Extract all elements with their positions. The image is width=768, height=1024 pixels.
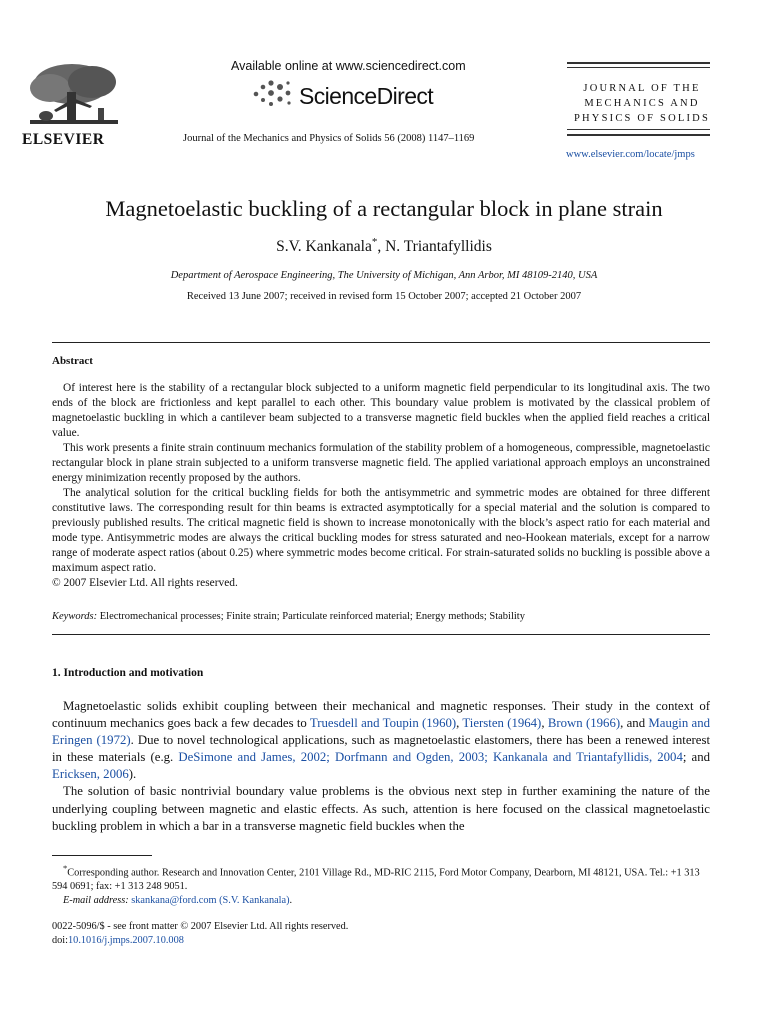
email-label: E-mail address: <box>63 895 129 907</box>
email-link[interactable]: skankana@ford.com (S.V. Kankanala) <box>131 895 290 907</box>
footnote-rule <box>52 855 152 856</box>
available-online-text: Available online at www.sciencedirect.com <box>231 59 466 73</box>
citation-link[interactable]: DeSimone and James, 2002; Dorfmann and Ogden, 2003; Kankanala and Triantafyllidis, 2004 <box>178 750 683 765</box>
affiliation: Department of Aerospace Engineering, The University of Michigan, Ann Arbor, MI 48109-2140, USA <box>170 270 598 281</box>
abstract-paragraph: The analytical solution for the critical buckling fields for both the antisymmetric and symmetric modes are obtained for three different constitutive laws. The corresponding result for thin beams is extracted asymptotically for a special material and the solution is compared to previously published results. The critical magnetic field is shown to increase monotonically with the block’s aspect ratio for each material and mode type. Antisymmetric modes are always the critical buckling modes for stress saturated and neo-Hookean materials, except for a narrow range of moderate aspect ratios (about 0.25) where symmetric modes become critical. For strain-saturated solids no buckling is possible above a maximum aspect ratio. <box>52 487 710 574</box>
footnote-text: Corresponding author. Research and Innovation Center, 2101 Village Rd., MD-RIC 2115, Ford Motor Company, Dearborn, MI 48121, USA. Tel.: +1 313 594 0691; fax: +1 313 248 9051. <box>52 867 700 893</box>
journal-title-line: MECHANICS AND <box>584 98 700 109</box>
copyright-notice: © 2007 Elsevier Ltd. All rights reserved. <box>52 577 238 589</box>
author-name: S.V. Kankanala <box>276 238 372 256</box>
abstract-paragraph: This work presents a finite strain continuum mechanics formulation of the stability problem of a homogeneous, compressible, magnetoelastic rectangular block in plane strain subjected to a uniform transverse magnetic field. The applied variational approach employs an unconstrained energy minimization recently proposed by the authors. <box>52 442 710 484</box>
journal-title-rule <box>567 129 710 130</box>
front-matter-line: 0022-5096/$ - see front matter © 2007 Elsevier Ltd. All rights reserved. <box>52 921 349 932</box>
body-text: , <box>541 716 548 731</box>
citation-link[interactable]: Ericksen, 2006 <box>52 767 129 782</box>
journal-url-link[interactable]: www.elsevier.com/locate/jmps <box>566 149 695 160</box>
journal-title-line: JOURNAL OF THE <box>583 83 701 94</box>
journal-title-line: PHYSICS OF SOLIDS <box>573 113 710 124</box>
body-text: . Due to novel technological applications, such as magnetoelastic elastomers, there has been a renewed interest in these materials (e.g. <box>52 733 710 765</box>
author-separator: , <box>377 238 386 256</box>
keywords-label: Keywords: <box>52 611 98 622</box>
body-paragraph: The solution of basic nontrivial boundary value problems is the obvious next step in further examining the nature of the underlying coupling between magnetic and elastic effects. As such, attention is here focused on the classical magnetoelastic buckling problem in which a bar in a transverse magnetic field buckles when the <box>52 784 710 833</box>
abstract-heading: Abstract <box>52 355 93 367</box>
divider <box>52 634 710 635</box>
journal-title-rule <box>567 67 710 68</box>
body-text: , <box>456 716 463 731</box>
author-list <box>0 236 768 256</box>
keywords-text: Electromechanical processes; Finite strain; Particulate reinforced material; Energy methods; Stability <box>99 611 525 622</box>
citation-link[interactable]: Maugin and Eringen (1972) <box>52 716 710 748</box>
abstract-body <box>52 381 710 591</box>
section-heading: 1. Introduction and motivation <box>52 667 204 679</box>
body-text: , and <box>620 716 649 731</box>
footnote <box>52 861 714 908</box>
footnote-mark: * <box>63 863 68 873</box>
abstract-paragraph: Of interest here is the stability of a rectangular block subjected to a uniform magnetic field perpendicular to its longitudinal axis. The two ends of the block are frictionless and kept parallel to each other. This boundary value problem is motivated by the classical problem of magnetoelastic buckling in which a cantilever beam subjected to a transverse magnetic field buckles when the applied field reaches a critical value. <box>52 382 710 439</box>
elsevier-tree-logo <box>20 60 128 130</box>
paper-title: Magnetoelastic buckling of a rectangular block in plane strain <box>105 196 663 221</box>
keywords <box>52 611 710 622</box>
citation-link[interactable]: Brown (1966) <box>547 716 621 731</box>
journal-title <box>567 81 717 126</box>
received-dates: Received 13 June 2007; received in revised form 15 October 2007; accepted 21 October 2007 <box>186 291 582 302</box>
footnote-text: . <box>289 895 293 907</box>
author-name: N. Triantafyllidis <box>385 238 492 256</box>
sciencedirect-logo-text: ScienceDirect <box>299 83 434 109</box>
body-text: ; and <box>682 750 711 765</box>
journal-citation: Journal of the Mechanics and Physics of Solids 56 (2008) 1147–1169 <box>183 133 475 144</box>
body-text: Magnetoelastic solids exhibit coupling between their mechanical and magnetic responses. Their study in the context of continuum mechanics goes back a few decades to <box>52 699 710 731</box>
citation-link[interactable]: Truesdell and Toupin (1960) <box>309 716 457 731</box>
section-body <box>52 698 710 835</box>
divider <box>52 342 710 343</box>
body-text: ). <box>128 767 137 782</box>
sciencedirect-dots-logo <box>252 80 294 108</box>
journal-title-rule <box>567 62 710 64</box>
journal-title-rule <box>567 134 710 136</box>
publisher-logo-text: ELSEVIER <box>22 131 105 148</box>
doi-link[interactable]: 10.1016/j.jmps.2007.10.008 <box>68 935 184 946</box>
body-paragraph <box>52 698 710 783</box>
doi-label: doi: <box>52 935 69 946</box>
citation-link[interactable]: Tiersten (1964) <box>462 716 542 731</box>
corresponding-author-mark[interactable]: * <box>371 236 378 248</box>
issn-block <box>52 920 348 948</box>
